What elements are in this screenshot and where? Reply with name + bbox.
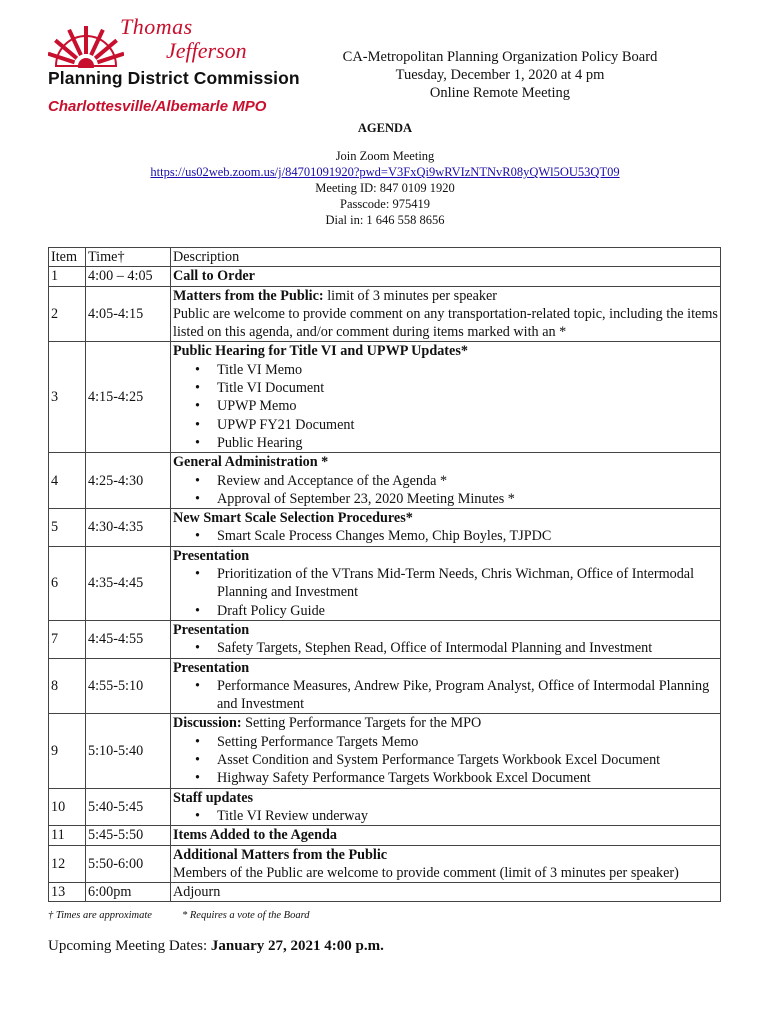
table-header-row (49, 248, 721, 267)
footnote-times: † Times are approximate (48, 910, 152, 921)
zoom-link[interactable]: https://us02web.zoom.us/j/84701091920?pwd=V3FxQi9wRVIzNTNvR08yQWl5OU53QT09 (150, 165, 620, 179)
agenda-row (49, 620, 721, 658)
meeting-header (290, 48, 710, 102)
agenda-item-time: 6:00pm (86, 883, 171, 902)
list-item: • Prioritization of the VTrans Mid-Term Needs, Chris Wichman, Office of Intermodal Planning and Investment (217, 565, 718, 602)
agenda-item-bullets (173, 677, 718, 714)
logo-pdc: Planning District Commission (48, 68, 300, 88)
agenda-item-title-suffix: Setting Performance Targets for the MPO (241, 715, 482, 732)
agenda-item-time: 4:55-5:10 (86, 658, 171, 714)
list-item: • Safety Targets, Stephen Read, Office of Intermodal Planning and Investment (217, 639, 718, 657)
agenda-row (49, 453, 721, 509)
tjpdc-logo (48, 12, 300, 115)
agenda-row (49, 286, 721, 342)
list-item: • Draft Policy Guide (217, 602, 718, 620)
list-item: • UPWP FY21 Document (217, 416, 718, 434)
agenda-row (49, 788, 721, 826)
agenda-item-description (171, 883, 721, 902)
agenda-item-time: 4:35-4:45 (86, 546, 171, 620)
agenda-item-title: Additional Matters from the Public (173, 846, 388, 863)
agenda-item-title: Staff updates (173, 789, 254, 806)
agenda-item-title-line (173, 453, 718, 471)
agenda-item-bullets (173, 527, 718, 545)
list-item: • Setting Performance Targets Memo (217, 733, 718, 751)
agenda-item-title: General Administration * (173, 454, 329, 471)
agenda-item-title: New Smart Scale Selection Procedures* (173, 510, 413, 527)
agenda-item-title: Public Hearing for Title VI and UPWP Updates* (173, 343, 468, 360)
agenda-item-description (171, 342, 721, 453)
list-item: • Asset Condition and System Performance Targets Workbook Excel Document (217, 751, 718, 769)
list-item: • Review and Acceptance of the Agenda * (217, 472, 718, 490)
agenda-item-number: 6 (49, 546, 86, 620)
list-item: • Title VI Memo (217, 361, 718, 379)
agenda-item-description (171, 845, 721, 883)
zoom-info (0, 148, 770, 228)
agenda-item-time: 5:50-6:00 (86, 845, 171, 883)
agenda-item-title-suffix: limit of 3 minutes per speaker (323, 287, 498, 304)
upcoming-date: January 27, 2021 4:00 p.m. (210, 938, 384, 954)
agenda-item-title: Discussion: (173, 715, 242, 732)
footnote-vote: * Requires a vote of the Board (182, 910, 310, 921)
agenda-item-number: 12 (49, 845, 86, 883)
header-board: CA-Metropolitan Planning Organization Policy Board (342, 49, 658, 65)
agenda-item-number: 5 (49, 509, 86, 547)
agenda-item-description (171, 286, 721, 342)
agenda-table (48, 247, 721, 902)
agenda-item-number: 3 (49, 342, 86, 453)
agenda-row (49, 845, 721, 883)
upcoming-label: Upcoming Meeting Dates: (48, 938, 211, 954)
agenda-item-title-line (173, 267, 718, 285)
agenda-row (49, 714, 721, 788)
agenda-row (49, 342, 721, 453)
agenda-row (49, 826, 721, 845)
agenda-item-time: 4:45-4:55 (86, 620, 171, 658)
agenda-item-description (171, 788, 721, 826)
agenda-item-title: Presentation (173, 621, 250, 638)
agenda-item-number: 13 (49, 883, 86, 902)
list-item: • Public Hearing (217, 434, 718, 452)
list-item: • Smart Scale Process Changes Memo, Chip Boyles, TJPDC (217, 527, 718, 545)
agenda-item-title-line (173, 287, 718, 305)
list-item: • Performance Measures, Andrew Pike, Program Analyst, Office of Intermodal Planning and Investment (217, 677, 718, 714)
zoom-dial: Dial in: 1 646 558 8656 (325, 213, 445, 227)
agenda-item-number: 1 (49, 267, 86, 286)
agenda-item-title-line (173, 659, 718, 677)
agenda-row (49, 509, 721, 547)
agenda-item-title: Matters from the Public: (173, 287, 324, 304)
agenda-item-title: Items Added to the Agenda (173, 827, 337, 844)
agenda-item-time: 4:05-4:15 (86, 286, 171, 342)
agenda-item-number: 8 (49, 658, 86, 714)
sunburst-logo-icon (48, 12, 124, 68)
agenda-item-bullets (173, 565, 718, 620)
logo-mpo: Charlottesville/Albemarle MPO (48, 98, 267, 115)
header-time: Time† (86, 248, 171, 267)
agenda-item-title-line (173, 789, 718, 807)
agenda-row (49, 883, 721, 902)
agenda-item-bullets (173, 472, 718, 509)
agenda-item-bullets (173, 361, 718, 452)
agenda-item-time: 4:25-4:30 (86, 453, 171, 509)
agenda-item-bullets (173, 807, 718, 825)
agenda-item-time: 4:15-4:25 (86, 342, 171, 453)
agenda-item-description (171, 620, 721, 658)
list-item: • Approval of September 23, 2020 Meeting Minutes * (217, 490, 718, 508)
list-item: • Title VI Review underway (217, 807, 718, 825)
logo-thomas: Thomas (120, 14, 193, 39)
agenda-item-title-line (173, 547, 718, 565)
zoom-heading: Join Zoom Meeting (335, 149, 435, 163)
agenda-item-text: Members of the Public are welcome to provide comment (limit of 3 minutes per speaker) (173, 864, 679, 881)
header-location: Online Remote Meeting (429, 85, 571, 101)
agenda-item-time: 5:40-5:45 (86, 788, 171, 826)
agenda-item-number: 7 (49, 620, 86, 658)
agenda-row (49, 267, 721, 286)
agenda-item-number: 2 (49, 286, 86, 342)
agenda-item-title-line (173, 826, 718, 844)
list-item: • Title VI Document (217, 379, 718, 397)
agenda-item-time: 4:00 – 4:05 (86, 267, 171, 286)
header-description: Description (171, 248, 721, 267)
agenda-item-text: Public are welcome to provide comment on any transportation-related topic, including the items listed on this agenda, and/or comment during items marked with an * (173, 305, 718, 341)
upcoming-meetings (48, 938, 384, 955)
agenda-item-title-line (173, 342, 718, 360)
agenda-item-number: 4 (49, 453, 86, 509)
agenda-item-title-line (173, 714, 718, 732)
agenda-item-number: 9 (49, 714, 86, 788)
agenda-item-time: 5:45-5:50 (86, 826, 171, 845)
agenda-item-bullets (173, 733, 718, 788)
agenda-item-text: Adjourn (173, 884, 221, 901)
agenda-item-title-line (173, 509, 718, 527)
agenda-item-time: 4:30-4:35 (86, 509, 171, 547)
agenda-item-title-line (173, 621, 718, 639)
agenda-item-description (171, 453, 721, 509)
header-date: Tuesday, December 1, 2020 at 4 pm (395, 67, 605, 83)
agenda-item-description (171, 267, 721, 286)
header-item: Item (49, 248, 86, 267)
agenda-row (49, 658, 721, 714)
agenda-title: AGENDA (357, 121, 413, 135)
agenda-item-description (171, 546, 721, 620)
agenda-item-title: Presentation (173, 547, 250, 564)
agenda-item-description (171, 509, 721, 547)
agenda-item-bullets (173, 639, 718, 657)
zoom-meeting-id: Meeting ID: 847 0109 1920 (315, 181, 455, 195)
logo-jefferson: Jefferson (166, 38, 247, 63)
agenda-item-number: 11 (49, 826, 86, 845)
agenda-row (49, 546, 721, 620)
agenda-item-title: Presentation (173, 659, 250, 676)
agenda-item-description (171, 658, 721, 714)
agenda-item-title: Call to Order (173, 268, 255, 285)
list-item: • UPWP Memo (217, 397, 718, 415)
list-item: • Highway Safety Performance Targets Workbook Excel Document (217, 769, 718, 787)
agenda-item-description (171, 826, 721, 845)
agenda-item-title-line (173, 846, 718, 864)
agenda-item-number: 10 (49, 788, 86, 826)
zoom-passcode: Passcode: 975419 (340, 197, 430, 211)
agenda-item-description (171, 714, 721, 788)
agenda-item-time: 5:10-5:40 (86, 714, 171, 788)
